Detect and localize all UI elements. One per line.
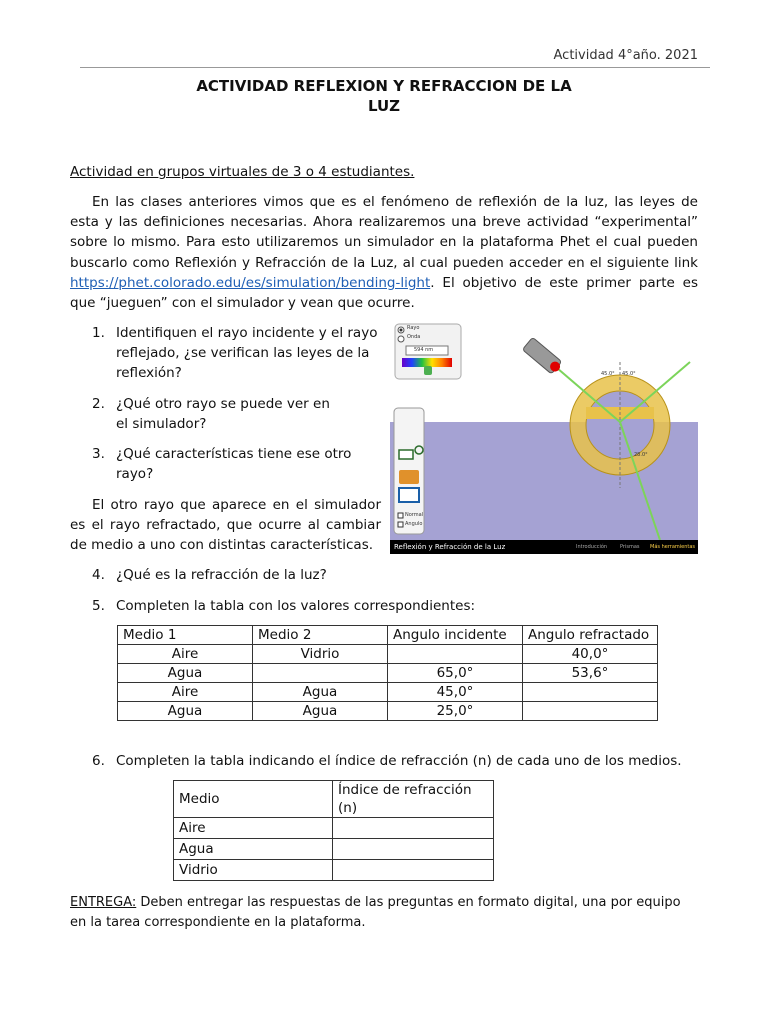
phet-link[interactable]: https://phet.colorado.edu/es/simulation/bending-light [70,274,431,291]
question-6: Completen la tabla indicando el índice de refracción (n) de cada uno de los medios. [116,753,682,769]
table-cell [333,860,494,881]
table-row [118,664,658,683]
table-row [174,818,494,839]
sim-normal-label: Normal [405,512,424,518]
sim-radio-wave-label: Onda [407,334,421,340]
sim-tab-intro[interactable]: Introducción [576,544,608,550]
question-2-number: 2. [92,396,105,412]
table-cell: 65,0° [388,664,523,683]
monitor-icon [399,488,419,502]
question-1-number: 1. [92,325,105,341]
sim-title: Reflexión y Refracción de la Luz [394,543,506,551]
table-header: Angulo incidente [388,626,523,645]
table-row [174,839,494,860]
header-activity: Actividad 4°año. 2021 [553,48,698,63]
refraction-index-table [173,780,494,881]
page-title [150,76,618,116]
table-row [118,645,658,664]
table-header: Medio 1 [118,626,253,645]
sim-angle-c: 28.0° [634,452,648,458]
question-6-number: 6. [92,753,105,769]
table-header: Angulo refractado [523,626,658,645]
title-line-1: ACTIVIDAD REFLEXION Y REFRACCION DE LA [196,77,572,95]
table-cell [523,683,658,702]
question-5-number: 5. [92,598,105,614]
delivery-text: Deben entregar las respuestas de las preguntas en formato digital, una por equipo en la tarea correspondiente en la plataforma. [70,895,681,931]
sim-angle-a: 45.0° [601,371,615,377]
sim-tab-more[interactable]: Más herramientas [650,544,696,550]
sim-bottom-bar [390,540,698,554]
protractor-tool-icon [399,470,419,484]
angle-checkbox [398,522,403,527]
delivery-instructions [70,893,698,933]
sim-angle-b: 45.0° [622,371,636,377]
normal-checkbox [398,513,403,518]
radio-wave-icon [398,336,404,342]
table-cell: 40,0° [523,645,658,664]
table-cell: Aire [174,818,333,839]
table-cell [253,664,388,683]
question-4-number: 4. [92,567,105,583]
sim-tab-prisms[interactable]: Prismas [620,544,640,550]
spectrum-slider [402,358,452,367]
table-cell [333,839,494,860]
table-cell: 45,0° [388,683,523,702]
table-header-row [118,626,658,645]
sim-drawing [390,322,698,554]
intro-text: En las clases anteriores vimos que es el fenómeno de reflexión de la luz, las leyes de esta y las definiciones necesarias. Ahora realizaremos una breve actividad “experimental” sobre lo mismo. Para esto utilizaremos un simulador en la plataforma Phet el cual pueden buscarlo como Reflexión y Refracción de la Luz, al cual pueden acceder en el siguiente link [70,194,698,271]
sim-angle-label: Angulo [405,521,423,527]
question-5: Completen la tabla con los valores correspondientes: [116,598,476,614]
sim-wavelength: 594 nm [414,347,434,353]
question-2: ¿Qué otro rayo se puede ver en el simulador? [116,396,330,433]
question-3-number: 3. [92,446,105,462]
table-cell [388,645,523,664]
intro-text-end: . El objetivo de este primer parte es que “jueguen” con el simulador y vean que ocurre. [70,274,698,312]
table-cell: Vidrio [174,860,333,881]
table-row [174,860,494,881]
table-cell: Agua [118,664,253,683]
table-cell: Agua [253,702,388,721]
table-cell [523,702,658,721]
header-divider [80,67,710,68]
table-cell: Vidrio [253,645,388,664]
laser-icon [522,337,564,376]
table-row [118,683,658,702]
subtitle: Actividad en grupos virtuales de 3 o 4 estudiantes. [70,164,415,180]
delivery-label: ENTREGA: [70,895,137,910]
table-cell: Aire [118,683,253,702]
question-3: ¿Qué características tiene ese otro rayo? [116,446,352,483]
phet-simulator-image [390,322,698,554]
table-cell: Agua [253,683,388,702]
question-4: ¿Qué es la refracción de la luz? [116,567,327,583]
table-row [118,702,658,721]
intro-paragraph [70,192,698,313]
angles-table [117,625,658,721]
answer-paragraph: El otro rayo que aparece en el simulador es el rayo refractado, que ocurre al cambiar de medio a uno con distintas características. [70,497,381,554]
table-header-row [174,781,494,818]
spectrum-thumb [424,366,432,375]
title-line-2: LUZ [367,97,401,115]
table-cell: Agua [118,702,253,721]
table-header: Medio 2 [253,626,388,645]
intensity-meter-icon [399,450,413,459]
table-header: Medio [174,781,333,818]
table-cell: Agua [174,839,333,860]
table-cell [333,818,494,839]
table-header: Índice de refracción (n) [333,781,494,818]
table-cell: Aire [118,645,253,664]
table-cell: 25,0° [388,702,523,721]
question-1: Identifiquen el rayo incidente y el rayo reflejado, ¿se verifican las leyes de la reflexión? [116,325,378,382]
table-cell: 53,6° [523,664,658,683]
sim-radio-ray-label: Rayo [407,325,420,331]
